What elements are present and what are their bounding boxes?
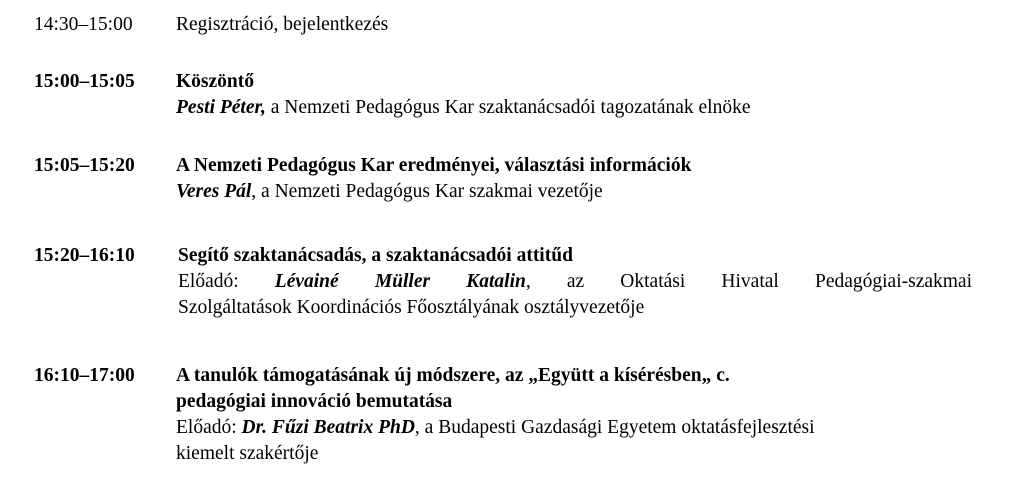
agenda-speaker-line <box>176 95 970 121</box>
agenda-title: Regisztráció, bejelentkezés <box>176 14 389 35</box>
agenda-content <box>176 12 970 38</box>
agenda-title: Segítő szaktanácsadás, a szaktanácsadói attitűd <box>178 245 573 266</box>
speaker-role: , az Oktatási Hivatal Pedagógiai-szakmai <box>525 271 972 292</box>
agenda-content <box>176 153 970 205</box>
agenda-time: 15:00–15:05 <box>34 71 135 92</box>
agenda-speaker-role-continued: kiemelt szakértője <box>176 443 319 464</box>
speaker-role: a Nemzeti Pedagógus Kar szaktanácsadói tagozatának elnöke <box>265 97 751 118</box>
speaker-role: , a Budapesti Gazdasági Egyetem oktatásfejlesztési <box>414 417 815 438</box>
agenda-content <box>178 243 972 321</box>
agenda-title: Köszöntő <box>176 71 254 92</box>
speaker-name: Pesti Péter, <box>176 97 266 118</box>
agenda-speaker-line <box>176 415 970 441</box>
agenda-title: A Nemzeti Pedagógus Kar eredményei, választási információk <box>176 155 692 176</box>
agenda-speaker-role-continued: Szolgáltatások Koordinációs Főosztályának osztályvezetője <box>178 297 645 318</box>
agenda-title: A tanulók támogatásának új módszere, az „Együtt a kísérésben„ c. <box>176 365 730 386</box>
agenda-title-continued: pedagógiai innováció bemutatása <box>176 391 453 412</box>
agenda-speaker-line <box>176 179 970 205</box>
agenda-content <box>176 363 970 467</box>
speaker-prefix: Előadó: <box>176 417 242 438</box>
speaker-name: Lévainé Müller Katalin <box>274 271 526 292</box>
speaker-name: Dr. Fűzi Beatrix PhD <box>241 417 415 438</box>
agenda-time: 15:20–16:10 <box>34 245 135 266</box>
agenda-time: 14:30–15:00 <box>34 14 133 35</box>
speaker-name: Veres Pál <box>176 181 252 202</box>
agenda-time: 16:10–17:00 <box>34 365 135 386</box>
speaker-role: , a Nemzeti Pedagógus Kar szakmai vezetője <box>251 181 603 202</box>
agenda-speaker-line <box>178 269 972 295</box>
speaker-prefix: Előadó: <box>178 271 275 292</box>
agenda-content <box>176 69 970 121</box>
agenda-time: 15:05–15:20 <box>34 155 135 176</box>
